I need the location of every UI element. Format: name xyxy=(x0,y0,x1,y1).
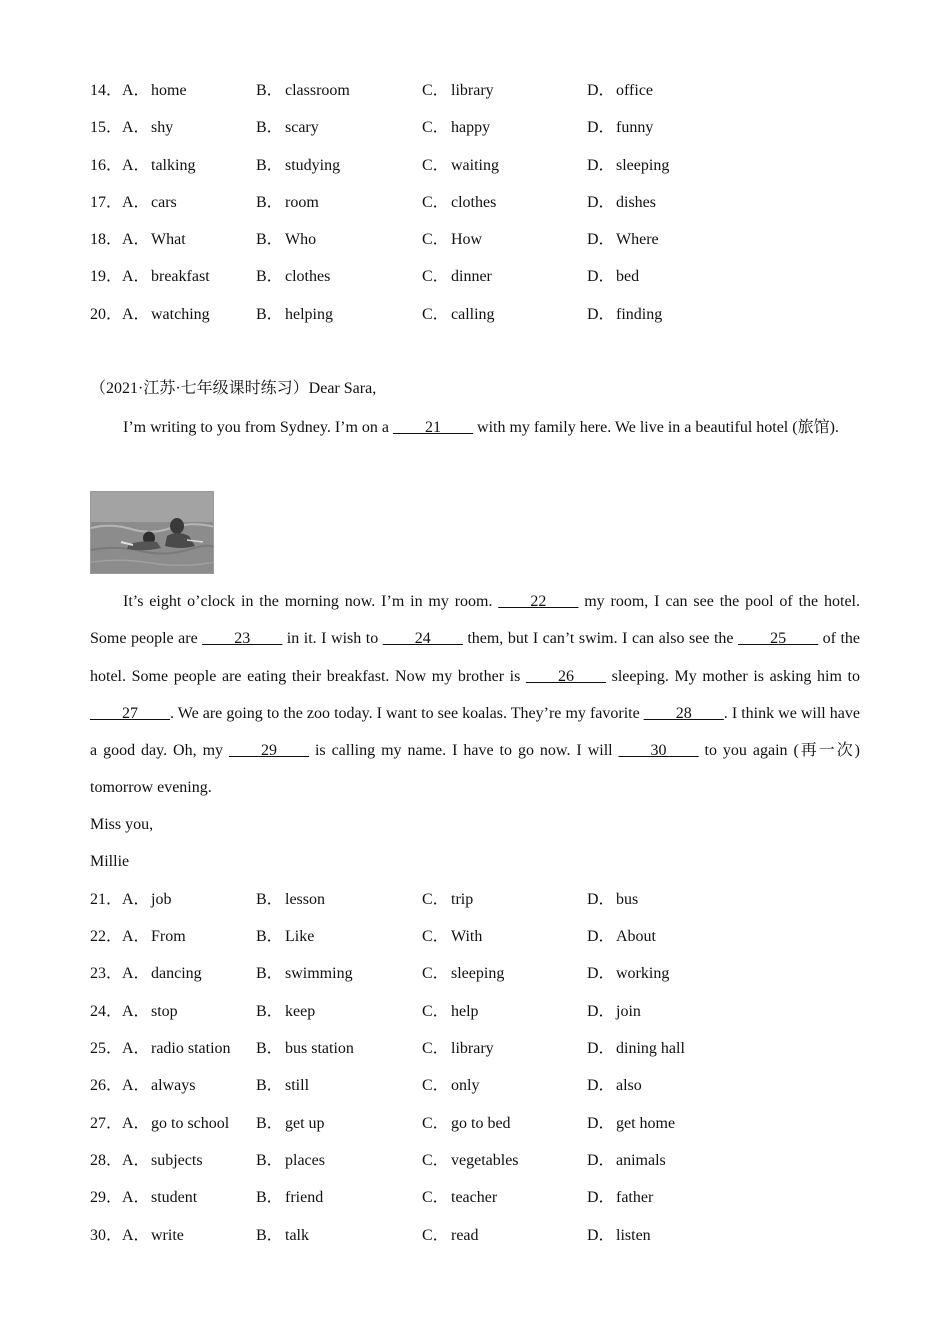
option-b: B． places xyxy=(256,1152,325,1169)
closing: Miss you, xyxy=(90,816,154,833)
option-a: A．shy xyxy=(122,119,174,136)
option-a: A．job xyxy=(122,891,172,908)
option-b: B． classroom xyxy=(256,82,350,99)
option-c: C． waiting xyxy=(422,157,499,174)
option-b: B． bus station xyxy=(256,1040,354,1057)
signature: Millie xyxy=(90,853,130,870)
blank-24: ____24____ xyxy=(382,630,463,648)
question-number: 14． xyxy=(90,82,123,99)
option-d: D．dishes xyxy=(587,194,656,211)
passage-paragraph-2: It’s eight o’clock in the morning now. I’m in my room. ____22____ my room, I can see the pool of the hotel. Some people are ____23____ in it. I wish to ____24____ them, but I can’t swim. I can also see the ____25____ of the hotel. Some people are eating their breakfast. Now my brother is ____26____ sleeping. My mother is asking him to ____27____. We are going to the zoo today. I want to see koalas. They’re my favorite ____28____. I think we will have a good day. Oh, my ____29____ is calling my name. I have to go now. I will ____30____ to you again (再一次) tomorrow evening. xyxy=(90,593,861,797)
option-d: D．sleeping xyxy=(587,157,670,174)
option-c: C． library xyxy=(422,1040,494,1057)
option-b: B． scary xyxy=(256,119,319,136)
option-c: C． How xyxy=(422,231,483,248)
option-a: A．cars xyxy=(122,194,177,211)
option-d: D．finding xyxy=(587,306,663,323)
option-b: B． keep xyxy=(256,1003,316,1020)
question-number: 25． xyxy=(90,1040,123,1057)
option-c: C． clothes xyxy=(422,194,497,211)
option-b: B． still xyxy=(256,1077,310,1094)
option-b: B． get up xyxy=(256,1115,325,1132)
option-b: B． helping xyxy=(256,306,333,323)
option-c: C． only xyxy=(422,1077,480,1094)
option-c: C． read xyxy=(422,1227,479,1244)
option-d: D．working xyxy=(587,965,670,982)
option-d: D．funny xyxy=(587,119,654,136)
question-number: 30． xyxy=(90,1227,123,1244)
question-number: 19． xyxy=(90,268,123,285)
option-b: B． Like xyxy=(256,928,315,945)
question-number: 21． xyxy=(90,891,123,908)
question-number: 22． xyxy=(90,928,123,945)
option-d: D．father xyxy=(587,1189,654,1206)
option-a: A．always xyxy=(122,1077,196,1094)
question-number: 28． xyxy=(90,1152,123,1169)
option-d: D．get home xyxy=(587,1115,676,1132)
question-number: 17． xyxy=(90,194,123,211)
option-c: C． calling xyxy=(422,306,495,323)
blank-26: ____26____ xyxy=(525,667,606,685)
option-d: D．also xyxy=(587,1077,642,1094)
option-a: A．student xyxy=(122,1189,198,1206)
option-a: A．home xyxy=(122,82,187,99)
question-number: 18． xyxy=(90,231,123,248)
question-number: 16． xyxy=(90,157,123,174)
option-b: B． clothes xyxy=(256,268,331,285)
blank-27: ____27____ xyxy=(90,704,170,722)
option-b: B． room xyxy=(256,194,319,211)
blank-22: ____22____ xyxy=(498,593,579,610)
option-a: A．subjects xyxy=(122,1152,203,1169)
option-a: A．radio station xyxy=(122,1040,231,1057)
option-c: C． library xyxy=(422,82,494,99)
passage-heading xyxy=(90,378,376,400)
option-d: D．join xyxy=(587,1003,641,1020)
option-a: A．dancing xyxy=(122,965,202,982)
option-c: C． go to bed xyxy=(422,1115,511,1132)
option-b: B． talk xyxy=(256,1227,309,1244)
blank-30: ____30____ xyxy=(618,742,699,760)
option-d: D．bed xyxy=(587,268,640,285)
question-number: 24． xyxy=(90,1003,123,1020)
option-c: C． With xyxy=(422,928,483,945)
option-d: D．animals xyxy=(587,1152,666,1169)
option-a: A．From xyxy=(122,928,186,945)
question-number: 29． xyxy=(90,1189,123,1206)
blank-29: ____29____ xyxy=(228,742,309,760)
option-a: A．write xyxy=(122,1227,184,1244)
passage-source: （2021·江苏·七年级课时练习） xyxy=(90,380,309,397)
option-d: D．listen xyxy=(587,1227,651,1244)
blank-21: ____21____ xyxy=(393,419,474,436)
question-number: 27． xyxy=(90,1115,123,1132)
option-b: B． lesson xyxy=(256,891,325,908)
option-c: C． sleeping xyxy=(422,965,505,982)
question-number: 26． xyxy=(90,1077,123,1094)
option-b: B． studying xyxy=(256,157,341,174)
option-d: D．dining hall xyxy=(587,1040,685,1057)
question-number: 20． xyxy=(90,306,123,323)
option-a: A．stop xyxy=(122,1003,178,1020)
option-a: A．watching xyxy=(122,306,210,323)
swimming-photo-image xyxy=(91,492,214,574)
option-c: C． happy xyxy=(422,119,491,136)
option-b: B． Who xyxy=(256,231,317,248)
question-number: 23． xyxy=(90,965,123,982)
question-number: 15． xyxy=(90,119,123,136)
option-d: D．Where xyxy=(587,231,659,248)
option-b: B． swimming xyxy=(256,965,353,982)
option-c: C． teacher xyxy=(422,1189,498,1206)
option-a: A．talking xyxy=(122,157,196,174)
blank-23: ____23____ xyxy=(202,630,283,648)
option-a: A．What xyxy=(122,231,186,248)
option-c: C． vegetables xyxy=(422,1152,519,1169)
swimming-photo xyxy=(90,491,214,574)
option-a: A．go to school xyxy=(122,1115,230,1132)
option-b: B． friend xyxy=(256,1189,324,1206)
greeting: Dear Sara, xyxy=(308,380,377,397)
option-d: D．About xyxy=(587,928,656,945)
option-d: D．office xyxy=(587,82,654,99)
option-a: A．breakfast xyxy=(122,268,210,285)
blank-25: ____25____ xyxy=(738,630,819,648)
passage-paragraph-1: I’m writing to you from Sydney. I’m on a ____21____ with my family here. We live in a beautiful hotel (旅馆). xyxy=(123,419,839,436)
option-c: C． dinner xyxy=(422,268,492,285)
option-d: D．bus xyxy=(587,891,639,908)
option-c: C． help xyxy=(422,1003,479,1020)
option-c: C． trip xyxy=(422,891,474,908)
blank-28: ____28____ xyxy=(643,704,724,722)
